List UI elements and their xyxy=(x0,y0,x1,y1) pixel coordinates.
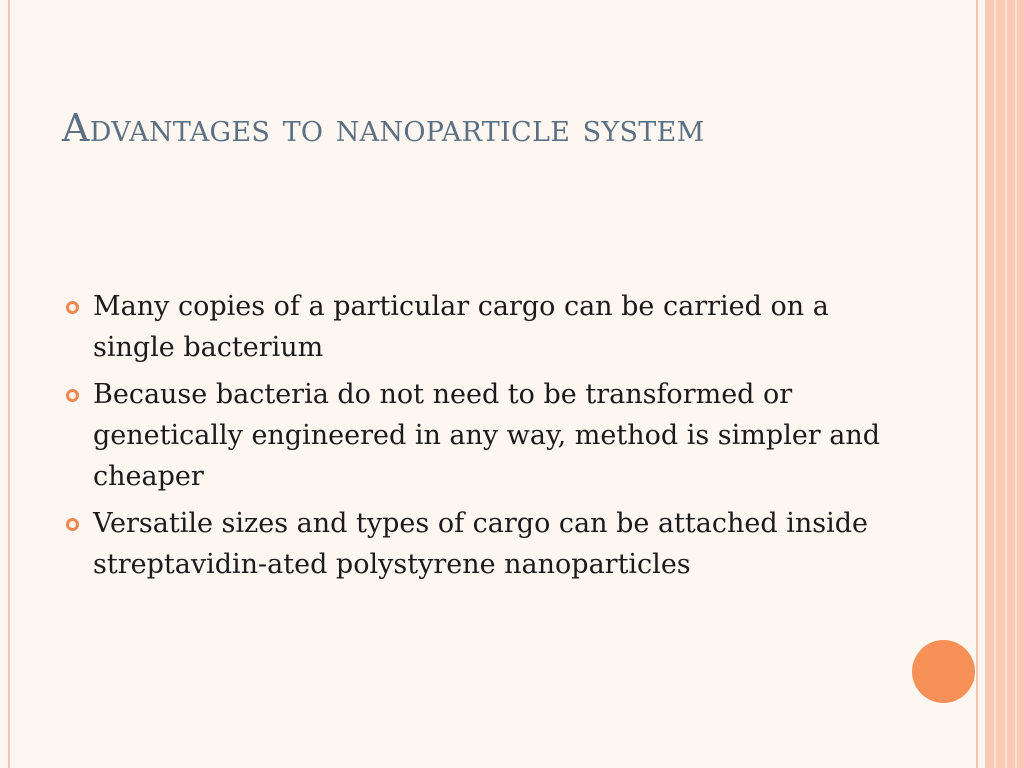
right-frame-line xyxy=(976,0,978,768)
band-stripe xyxy=(1015,0,1017,768)
left-frame-line xyxy=(8,0,10,768)
bullet-list xyxy=(64,286,884,591)
ring-bullet-icon xyxy=(66,301,79,314)
bullet-item xyxy=(64,286,884,368)
ring-bullet-icon xyxy=(66,389,79,402)
slide-title: Advantages to nanoparticle system xyxy=(62,106,705,150)
ring-bullet-icon xyxy=(66,518,79,531)
right-decorative-band xyxy=(985,0,1024,768)
bullet-item xyxy=(64,374,884,497)
orange-circle-icon xyxy=(912,640,975,703)
bullet-text: Versatile sizes and types of cargo can be attached inside streptavidin-ated polystyrene nanoparticles xyxy=(93,508,868,580)
bullet-item xyxy=(64,503,884,585)
bullet-text: Many copies of a particular cargo can be carried on a single bacterium xyxy=(93,291,829,363)
band-stripe xyxy=(1005,0,1007,768)
band-stripe xyxy=(994,0,996,768)
bullet-text: Because bacteria do not need to be transformed or genetically engineered in any way, method is simpler and cheaper xyxy=(93,379,881,492)
